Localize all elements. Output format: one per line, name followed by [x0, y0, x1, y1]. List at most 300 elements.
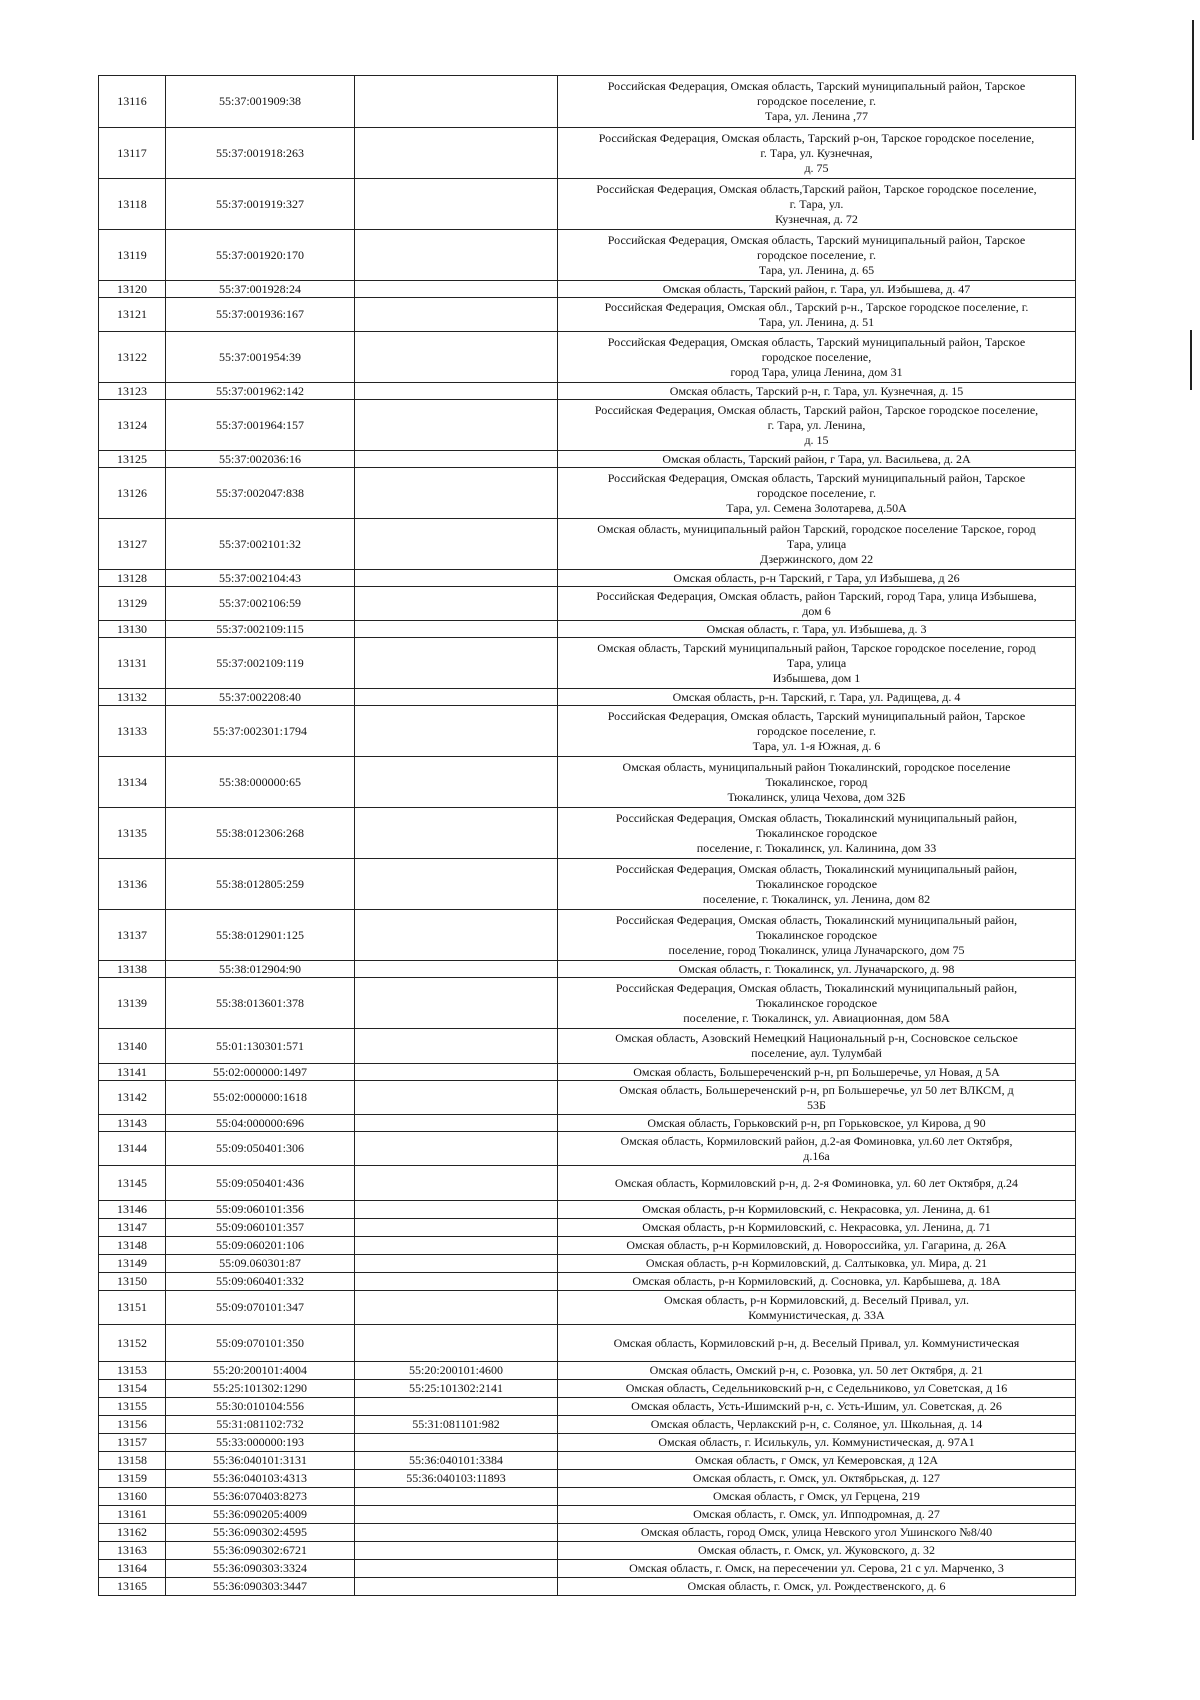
address-cell [558, 978, 1076, 1029]
address-cell [558, 1488, 1076, 1506]
cadastral-number-cell [166, 638, 355, 689]
row-number: 13143 [117, 1115, 147, 1130]
cadastral-number-cell [166, 1291, 355, 1325]
table-row [99, 961, 1076, 978]
related-cadastral-number-cell [355, 1470, 558, 1488]
table-row [99, 179, 1076, 230]
address: Омская область, Большереченский р-н, рп Большеречье, ул 50 лет ВЛКСМ, д 53Б [619, 1082, 1014, 1112]
cadastral-number-cell [166, 1362, 355, 1380]
table-row [99, 1132, 1076, 1166]
row-number: 13150 [117, 1274, 147, 1288]
cadastral-number: 55:36:090302:6721 [212, 1543, 307, 1557]
row-number: 13116 [117, 94, 147, 108]
cadastral-number-cell [166, 128, 355, 179]
cadastral-number: 55:09:070101:350 [215, 1335, 304, 1350]
row-number-cell [99, 706, 166, 757]
table-row [99, 1380, 1076, 1398]
address-cell [558, 1115, 1076, 1132]
row-number-cell [99, 1560, 166, 1578]
related-cadastral-number-cell [355, 1542, 558, 1560]
related-cadastral-number-cell [355, 961, 558, 978]
related-cadastral-number-cell [355, 1166, 558, 1201]
cadastral-number-cell [166, 1416, 355, 1434]
row-number-cell [99, 978, 166, 1029]
table-row [99, 1081, 1076, 1115]
cadastral-number: 55:37:002101:32 [218, 536, 301, 551]
related-cadastral-number-cell [355, 859, 558, 910]
row-number-cell [99, 1524, 166, 1542]
related-cadastral-number-cell [355, 383, 558, 400]
cadastral-number-cell [166, 1560, 355, 1578]
address-cell [558, 1380, 1076, 1398]
cadastral-number: 55:37:001919:327 [215, 196, 304, 211]
table-row [99, 400, 1076, 451]
related-cadastral-number-cell [355, 1488, 558, 1506]
address: Омская область, Тарский район, г. Тара, ул. Избышева, д. 47 [662, 281, 971, 296]
cadastral-number-cell [166, 910, 355, 961]
row-number: 13138 [117, 961, 147, 976]
cadastral-number-cell [166, 76, 355, 128]
table-row [99, 76, 1076, 128]
cadastral-number-cell [166, 1452, 355, 1470]
cadastral-number: 55:09:070101:347 [215, 1300, 304, 1314]
cadastral-number: 55:37:001954:39 [218, 349, 301, 364]
address-cell [558, 706, 1076, 757]
cadastral-number: 55:31:081102:732 [216, 1417, 304, 1431]
cadastral-number-cell [166, 1201, 355, 1219]
address-cell [558, 1029, 1076, 1064]
address: Омская область, Кормиловский район, д.2-ая Фоминовка, ул.60 лет Октября, д.16а [620, 1133, 1013, 1163]
table-row [99, 1325, 1076, 1362]
row-number: 13154 [117, 1381, 147, 1395]
address: Российская Федерация, Омская область, Тюкалинский муниципальный район, Тюкалинское городское поселение, г. Тюкалинск, ул. Ленина, дом 82 [615, 861, 1018, 906]
cadastral-number: 55:01:130301:571 [215, 1038, 304, 1053]
cadastral-number-cell [166, 1255, 355, 1273]
cadastral-number: 55:37:002109:119 [216, 655, 304, 670]
table-row [99, 706, 1076, 757]
cadastral-number-cell [166, 1273, 355, 1291]
table-row [99, 1452, 1076, 1470]
address-cell [558, 587, 1076, 621]
row-number: 13131 [117, 655, 147, 670]
row-number-cell [99, 230, 166, 281]
row-number: 13134 [117, 774, 147, 789]
address-cell [558, 1201, 1076, 1219]
cadastral-number: 55:37:002106:59 [218, 596, 301, 610]
cadastral-number-cell [166, 1325, 355, 1362]
row-number: 13130 [117, 621, 147, 636]
row-number-cell [99, 1578, 166, 1596]
row-number: 13125 [117, 451, 147, 466]
address-cell [558, 1362, 1076, 1380]
row-number: 13146 [117, 1202, 147, 1216]
related-cadastral-number: 55:31:081101:982 [412, 1417, 500, 1431]
related-cadastral-number-cell [355, 689, 558, 706]
related-cadastral-number: 55:25:101302:2141 [408, 1381, 503, 1395]
cadastral-number-cell [166, 1115, 355, 1132]
address: Омская область, р-н Кормиловский, д. Салтыковка, ул. Мира, д. 21 [645, 1256, 988, 1270]
table-row [99, 621, 1076, 638]
cadastral-number: 55:36:090205:4009 [212, 1507, 307, 1521]
related-cadastral-number-cell [355, 1325, 558, 1362]
table-row [99, 1291, 1076, 1325]
cadastral-number: 55:09:060401:332 [215, 1274, 304, 1288]
table-row [99, 910, 1076, 961]
cadastral-number: 55:30:010104:556 [215, 1399, 304, 1413]
cadastral-number: 55:37:001936:167 [215, 307, 304, 321]
row-number: 13132 [117, 689, 147, 704]
table-row [99, 1542, 1076, 1560]
related-cadastral-number-cell [355, 1219, 558, 1237]
row-number-cell [99, 1506, 166, 1524]
cadastral-number: 55:37:002109:115 [216, 621, 304, 636]
related-cadastral-number-cell [355, 1273, 558, 1291]
row-number: 13142 [117, 1090, 147, 1104]
registry-table [98, 75, 1076, 1596]
related-cadastral-number-cell [355, 1362, 558, 1380]
cadastral-number-cell [166, 570, 355, 587]
row-number: 13136 [117, 876, 147, 891]
cadastral-number: 55:36:090302:4595 [212, 1525, 307, 1539]
cadastral-number-cell [166, 1081, 355, 1115]
related-cadastral-number-cell [355, 1524, 558, 1542]
table-row [99, 978, 1076, 1029]
row-number-cell [99, 281, 166, 298]
address: Омская область, р-н Кормиловский, с. Некрасовка, ул. Ленина, д. 61 [642, 1202, 991, 1216]
address: Омская область, г. Омск, ул. Рождественского, д. 6 [687, 1579, 946, 1593]
table-row [99, 808, 1076, 859]
cadastral-number-cell [166, 451, 355, 468]
address-cell [558, 1273, 1076, 1291]
cadastral-number-cell [166, 1132, 355, 1166]
related-cadastral-number-cell [355, 1255, 558, 1273]
cadastral-number: 55:09:050401:436 [215, 1175, 304, 1190]
row-number-cell [99, 519, 166, 570]
related-cadastral-number: 55:36:040103:11893 [406, 1471, 506, 1485]
related-cadastral-number-cell [355, 179, 558, 230]
address: Российская Федерация, Омская область, Тюкалинский муниципальный район, Тюкалинское городское поселение, г. Тюкалинск, ул. Калинина, дом 33 [615, 810, 1018, 855]
row-number: 13119 [117, 247, 147, 262]
cadastral-number: 55:04:000000:696 [215, 1115, 304, 1130]
row-number-cell [99, 638, 166, 689]
cadastral-number: 55:38:000000:65 [218, 774, 301, 789]
related-cadastral-number: 55:36:040101:3384 [408, 1453, 503, 1467]
related-cadastral-number-cell [355, 1237, 558, 1255]
row-number: 13157 [117, 1435, 147, 1449]
address: Российская Федерация, Омская область, Тюкалинский муниципальный район, Тюкалинское городское поселение, г. Тюкалинск, ул. Авиационная, дом 58А [615, 980, 1018, 1025]
cadastral-number-cell [166, 1434, 355, 1452]
row-number: 13164 [117, 1561, 147, 1575]
row-number-cell [99, 400, 166, 451]
cadastral-number-cell [166, 468, 355, 519]
table-row [99, 1201, 1076, 1219]
row-number-cell [99, 621, 166, 638]
row-number-cell [99, 1362, 166, 1380]
related-cadastral-number-cell [355, 1115, 558, 1132]
row-number-cell [99, 1201, 166, 1219]
address-cell [558, 128, 1076, 179]
row-number: 13133 [117, 723, 147, 738]
address: Омская область, Черлакский р-н, с. Соляное, ул. Школьная, д. 14 [650, 1417, 983, 1431]
table-row [99, 1115, 1076, 1132]
cadastral-number: 55:37:002047:838 [215, 485, 304, 500]
row-number-cell [99, 1132, 166, 1166]
row-number-cell [99, 1255, 166, 1273]
related-cadastral-number-cell [355, 332, 558, 383]
address: Омская область, г. Исилькуль, ул. Коммунистическая, д. 97А1 [658, 1435, 975, 1449]
address: Российская Федерация, Омская область, Тарский муниципальный район, Тарское городское поселение, г. Тара, ул. Ленина ,77 [607, 79, 1026, 123]
address-cell [558, 1524, 1076, 1542]
address: Омская область, г Омск, ул Герцена, 219 [713, 1489, 920, 1503]
address-cell [558, 621, 1076, 638]
cadastral-number: 55:37:002036:16 [218, 451, 301, 466]
row-number-cell [99, 1291, 166, 1325]
cadastral-number-cell [166, 1064, 355, 1081]
related-cadastral-number-cell [355, 978, 558, 1029]
address: Омская область, г. Омск, на пересечении ул. Серова, 21 с ул. Марченко, 3 [629, 1561, 1004, 1575]
row-number-cell [99, 1542, 166, 1560]
table-row [99, 1362, 1076, 1380]
related-cadastral-number-cell [355, 1416, 558, 1434]
related-cadastral-number-cell [355, 400, 558, 451]
address-cell [558, 179, 1076, 230]
address-cell [558, 1064, 1076, 1081]
related-cadastral-number-cell [355, 1029, 558, 1064]
address: Российская Федерация, Омская область, Тарский муниципальный район, Тарское городское поселение, г. Тара, ул. Семена Золотарева, д.50А [607, 470, 1026, 515]
cadastral-number: 55:25:101302:1290 [212, 1381, 307, 1395]
row-number: 13122 [117, 349, 147, 364]
address: Омская область, г Омск, ул Кемеровская, д 12А [694, 1453, 939, 1467]
row-number-cell [99, 332, 166, 383]
row-number-cell [99, 1219, 166, 1237]
cadastral-number: 55:09:060101:357 [215, 1220, 304, 1234]
row-number: 13147 [117, 1220, 147, 1234]
cadastral-number-cell [166, 383, 355, 400]
related-cadastral-number-cell [355, 298, 558, 332]
address: Омская область, Азовский Немецкий Национальный р-н, Сосновское сельское поселение, аул. Тулумбай [615, 1031, 1018, 1060]
table-row [99, 859, 1076, 910]
cadastral-number-cell [166, 519, 355, 570]
table-row [99, 1255, 1076, 1273]
cadastral-number-cell [166, 689, 355, 706]
address: Омская область, Горьковский р-н, рп Горьковское, ул Кирова, д 90 [647, 1115, 986, 1130]
row-number: 13127 [117, 536, 147, 551]
address: Омская область, р-н Тарский, г Тара, ул Избышева, д 26 [673, 570, 960, 585]
row-number: 13121 [117, 307, 147, 321]
row-number: 13124 [117, 417, 147, 432]
row-number: 13148 [117, 1238, 147, 1252]
cadastral-number-cell [166, 230, 355, 281]
cadastral-number-cell [166, 1506, 355, 1524]
related-cadastral-number-cell [355, 1081, 558, 1115]
cadastral-number: 55:38:012904:90 [218, 961, 301, 976]
cadastral-number-cell [166, 961, 355, 978]
cadastral-number-cell [166, 281, 355, 298]
row-number-cell [99, 1081, 166, 1115]
row-number: 13117 [117, 145, 147, 160]
related-cadastral-number-cell [355, 128, 558, 179]
row-number: 13165 [117, 1579, 147, 1593]
registry-table-body [99, 76, 1076, 1596]
address: Омская область, город Омск, улица Невского угол Ушинского №8/40 [640, 1525, 993, 1539]
cadastral-number-cell [166, 179, 355, 230]
table-row [99, 1237, 1076, 1255]
address-cell [558, 1291, 1076, 1325]
table-row [99, 451, 1076, 468]
address: Российская Федерация, Омская область, район Тарский, город Тара, улица Избышева, дом 6 [596, 588, 1037, 618]
cadastral-number: 55:09.060301:87 [219, 1256, 301, 1270]
cadastral-number-cell [166, 1578, 355, 1596]
cadastral-number: 55:36:090303:3324 [212, 1561, 307, 1575]
address: Омская область, Тарский р-н, г. Тара, ул. Кузнечная, д. 15 [669, 383, 964, 398]
address-cell [558, 1416, 1076, 1434]
cadastral-number-cell [166, 1166, 355, 1201]
row-number: 13153 [117, 1363, 147, 1377]
related-cadastral-number-cell [355, 76, 558, 128]
row-number-cell [99, 1237, 166, 1255]
cadastral-number-cell [166, 621, 355, 638]
address-cell [558, 468, 1076, 519]
row-number-cell [99, 1029, 166, 1064]
table-row [99, 1416, 1076, 1434]
row-number-cell [99, 383, 166, 400]
table-row [99, 519, 1076, 570]
cadastral-number-cell [166, 1542, 355, 1560]
scan-edge-line [1192, 20, 1194, 140]
table-row [99, 332, 1076, 383]
address-cell [558, 689, 1076, 706]
row-number-cell [99, 1325, 166, 1362]
cadastral-number: 55:37:001909:38 [218, 94, 301, 108]
cadastral-number-cell [166, 978, 355, 1029]
address: Российская Федерация, Омская область, Тарский район, Тарское городское поселение, г. Тара, ул. Ленина, д. 15 [594, 402, 1039, 447]
address-cell [558, 1506, 1076, 1524]
address: Российская Федерация, Омская область, Тарский муниципальный район, Тарское городское поселение, г. Тара, ул. Ленина, д. 65 [607, 232, 1026, 277]
related-cadastral-number-cell [355, 1434, 558, 1452]
row-number-cell [99, 298, 166, 332]
table-row [99, 1560, 1076, 1578]
address: Омская область, г. Тюкалинск, ул. Луначарского, д. 98 [678, 961, 955, 976]
address: Омская область, Омский р-н, с. Розовка, ул. 50 лет Октября, д. 21 [649, 1363, 984, 1377]
address-cell [558, 570, 1076, 587]
address-cell [558, 1398, 1076, 1416]
address: Омская область, г. Омск, ул. Октябрьская, д. 127 [692, 1471, 941, 1485]
table-row [99, 570, 1076, 587]
related-cadastral-number-cell [355, 1064, 558, 1081]
table-row [99, 1029, 1076, 1064]
cadastral-number-cell [166, 1219, 355, 1237]
row-number-cell [99, 1166, 166, 1201]
address: Омская область, Усть-Ишимский р-н, с. Усть-Ишим, ул. Советская, д. 26 [631, 1399, 1002, 1413]
row-number: 13160 [117, 1489, 147, 1503]
address: Омская область, муниципальный район Тюкалинский, городское поселение Тюкалинское, город Тюкалинск, улица Чехова, дом 32Б [622, 759, 1011, 804]
cadastral-number: 55:36:040101:3131 [212, 1453, 307, 1467]
cadastral-number: 55:36:090303:3447 [212, 1579, 307, 1593]
address: Омская область, г. Омск, ул. Жуковского, д. 32 [698, 1543, 935, 1557]
address-cell [558, 281, 1076, 298]
cadastral-number: 55:36:070403:8273 [212, 1489, 307, 1503]
row-number-cell [99, 468, 166, 519]
related-cadastral-number-cell [355, 638, 558, 689]
row-number: 13158 [117, 1453, 147, 1467]
address-cell [558, 1081, 1076, 1115]
cadastral-number: 55:09:050401:306 [215, 1141, 304, 1155]
row-number-cell [99, 808, 166, 859]
address: Российская Федерация, Омская область,Тарский район, Тарское городское поселение, г. Тара, ул. Кузнечная, д. 72 [596, 181, 1037, 226]
cadastral-number: 55:37:002301:1794 [212, 723, 307, 738]
address-cell [558, 808, 1076, 859]
row-number: 13149 [117, 1256, 147, 1270]
related-cadastral-number-cell [355, 1506, 558, 1524]
related-cadastral-number-cell [355, 1291, 558, 1325]
table-row [99, 1064, 1076, 1081]
cadastral-number: 55:37:001962:142 [215, 383, 304, 398]
cadastral-number: 55:36:040103:4313 [212, 1471, 307, 1485]
cadastral-number-cell [166, 1470, 355, 1488]
cadastral-number: 55:38:013601:378 [215, 995, 304, 1010]
row-number-cell [99, 757, 166, 808]
cadastral-number-cell [166, 859, 355, 910]
row-number-cell [99, 1452, 166, 1470]
row-number: 13155 [117, 1399, 147, 1413]
address-cell [558, 400, 1076, 451]
cadastral-number: 55:37:001928:24 [218, 281, 301, 296]
address: Российская Федерация, Омская область, Тарский р-он, Тарское городское поселение, г. Тара, ул. Кузнечная, д. 75 [598, 130, 1035, 175]
address: Омская область, Седельниковский р-н, с Седельниково, ул Советская, д 16 [625, 1381, 1008, 1395]
address: Омская область, г. Тара, ул. Избышева, д. 3 [706, 621, 927, 636]
cadastral-number: 55:37:001918:263 [215, 145, 304, 160]
address-cell [558, 1434, 1076, 1452]
row-number: 13126 [117, 485, 147, 500]
address: Омская область, г. Омск, ул. Ипподромная, д. 27 [693, 1507, 940, 1521]
row-number-cell [99, 910, 166, 961]
table-row [99, 1398, 1076, 1416]
address: Омская область, р-н. Тарский, г. Тара, ул. Радищева, д. 4 [672, 689, 961, 704]
row-number: 13140 [117, 1038, 147, 1053]
row-number-cell [99, 451, 166, 468]
row-number-cell [99, 1416, 166, 1434]
related-cadastral-number-cell [355, 587, 558, 621]
cadastral-number: 55:37:002104:43 [218, 570, 301, 585]
related-cadastral-number-cell [355, 468, 558, 519]
address-cell [558, 1166, 1076, 1201]
address: Российская Федерация, Омская область, Тарский муниципальный район, Тарское городское поселение, г. Тара, ул. 1-я Южная, д. 6 [607, 708, 1026, 753]
related-cadastral-number: 55:20:200101:4600 [408, 1363, 503, 1377]
cadastral-number-cell [166, 332, 355, 383]
address: Омская область, р-н Кормиловский, с. Некрасовка, ул. Ленина, д. 71 [642, 1220, 991, 1234]
table-row [99, 128, 1076, 179]
row-number-cell [99, 961, 166, 978]
table-row [99, 1219, 1076, 1237]
address: Омская область, Тарский муниципальный район, Тарское городское поселение, город Тара, улица Избышева, дом 1 [597, 640, 1036, 685]
related-cadastral-number-cell [355, 1380, 558, 1398]
row-number: 13128 [117, 570, 147, 585]
address-cell [558, 638, 1076, 689]
row-number-cell [99, 128, 166, 179]
address-cell [558, 298, 1076, 332]
row-number-cell [99, 587, 166, 621]
related-cadastral-number-cell [355, 1201, 558, 1219]
table-row [99, 1470, 1076, 1488]
row-number-cell [99, 689, 166, 706]
table-row [99, 1524, 1076, 1542]
address-cell [558, 451, 1076, 468]
address-cell [558, 1560, 1076, 1578]
cadastral-number: 55:02:000000:1497 [212, 1064, 307, 1079]
address-cell [558, 383, 1076, 400]
row-number-cell [99, 1064, 166, 1081]
table-row [99, 1434, 1076, 1452]
